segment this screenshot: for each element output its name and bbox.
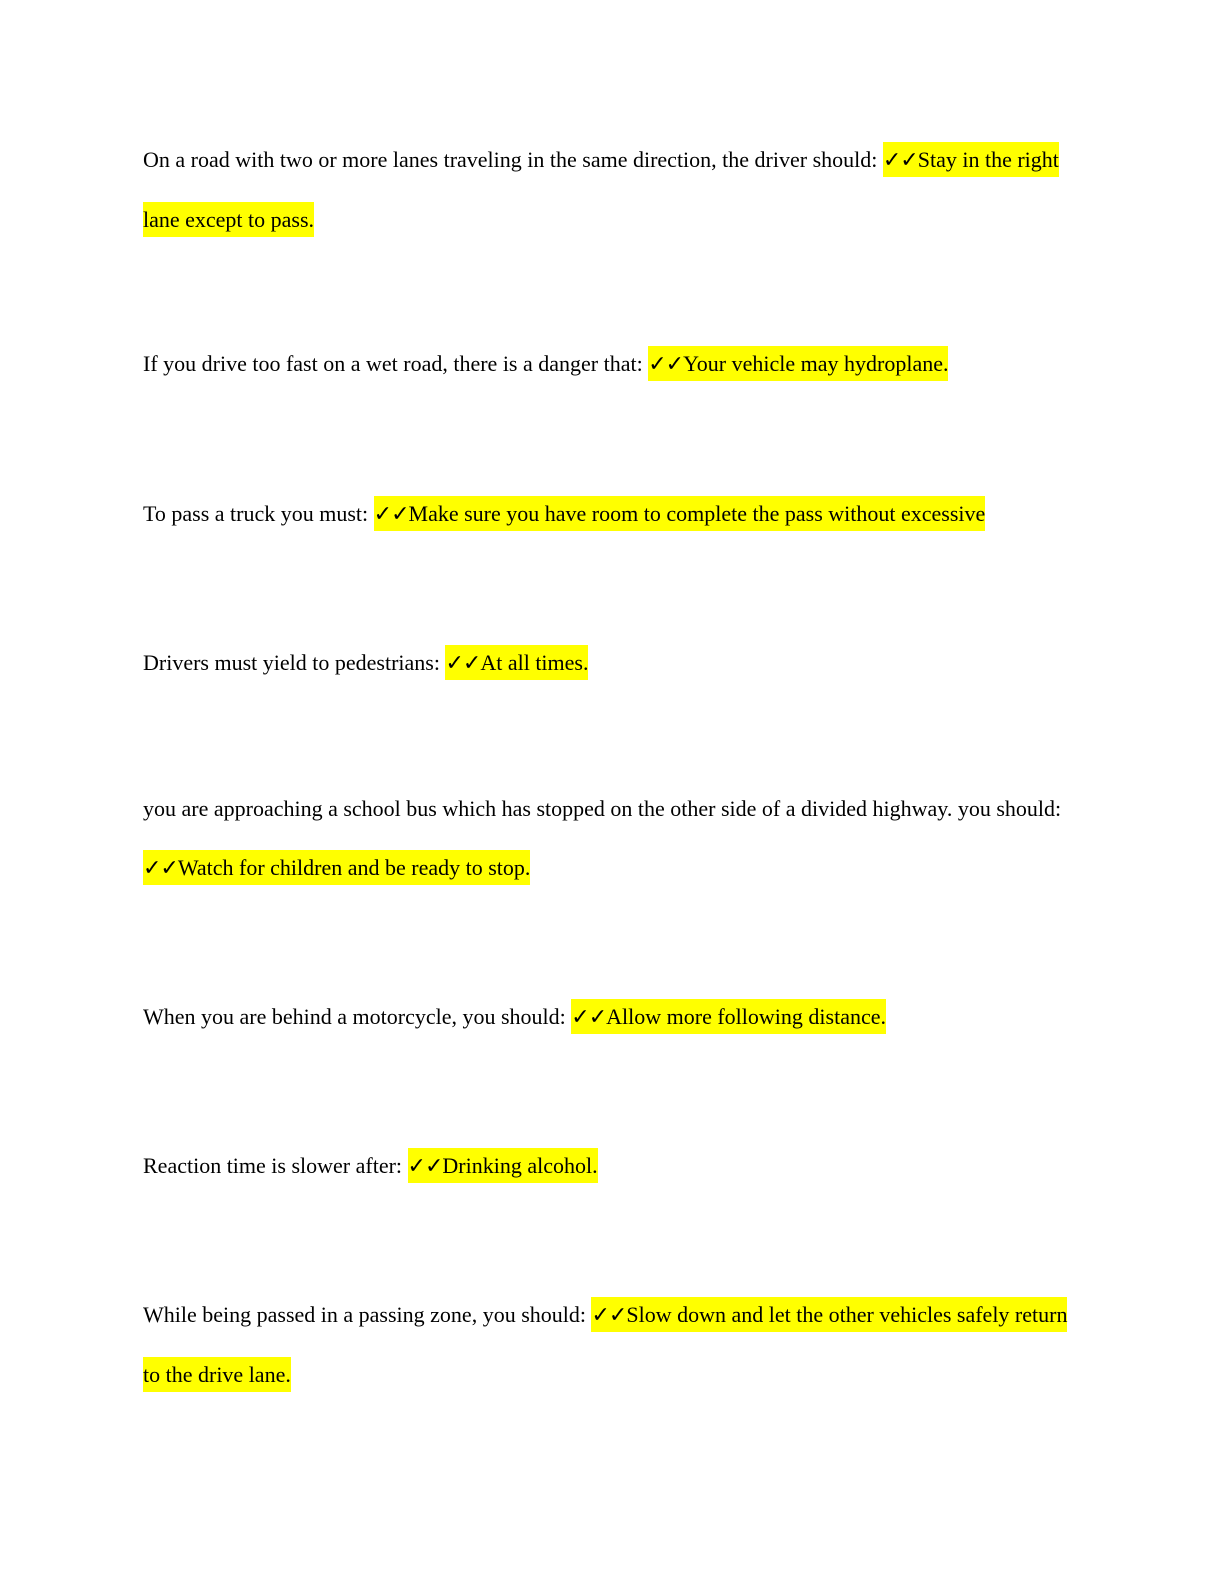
double-check-icon: ✓✓ [407,1154,443,1179]
qa-item [143,484,1073,544]
qa-item [143,130,1073,249]
qa-item [143,334,1073,394]
question-text: you are approaching a school bus which has stopped on the other side of a divided highway. you should: [143,796,1062,821]
qa-item [143,987,1073,1047]
question-text: Drivers must yield to pedestrians: [143,650,446,675]
answer-text: Make sure you have room to complete the pass without excessive [408,501,986,526]
answer-highlight [648,346,948,381]
qa-item [143,1136,1073,1196]
question-text: On a road with two or more lanes traveling in the same direction, the driver should: [143,147,883,172]
answer-text: Your vehicle may hydroplane. [683,351,949,376]
answer-text: Drinking alcohol. [442,1153,598,1178]
answer-text: Allow more following distance. [606,1004,886,1029]
double-check-icon: ✓✓ [882,148,918,173]
answer-highlight [408,1148,598,1183]
question-text: To pass a truck you must: [143,501,374,526]
double-check-icon: ✓✓ [571,1005,607,1030]
double-check-icon: ✓✓ [591,1303,627,1328]
qa-item [143,1285,1073,1404]
answer-text: Stay in the right lane except to pass. [143,147,1059,232]
answer-text: Slow down and let the other vehicles safely return to the drive lane. [143,1302,1068,1387]
answer-text: Watch for children and be ready to stop. [177,855,531,880]
answer-highlight [445,645,588,680]
question-text: When you are behind a motorcycle, you should: [143,1004,572,1029]
double-check-icon: ✓✓ [445,651,481,676]
double-check-icon: ✓✓ [648,352,684,377]
answer-highlight [571,999,886,1034]
qa-item [143,779,1073,898]
answer-highlight [374,496,986,531]
answer-text: At all times. [480,650,589,675]
answer-highlight [143,850,530,885]
question-text: If you drive too fast on a wet road, there is a danger that: [143,351,649,376]
question-text: While being passed in a passing zone, you should: [143,1302,592,1327]
double-check-icon: ✓✓ [373,502,409,527]
qa-item [143,633,1073,693]
question-text: Reaction time is slower after: [143,1153,408,1178]
double-check-icon: ✓✓ [143,856,178,881]
